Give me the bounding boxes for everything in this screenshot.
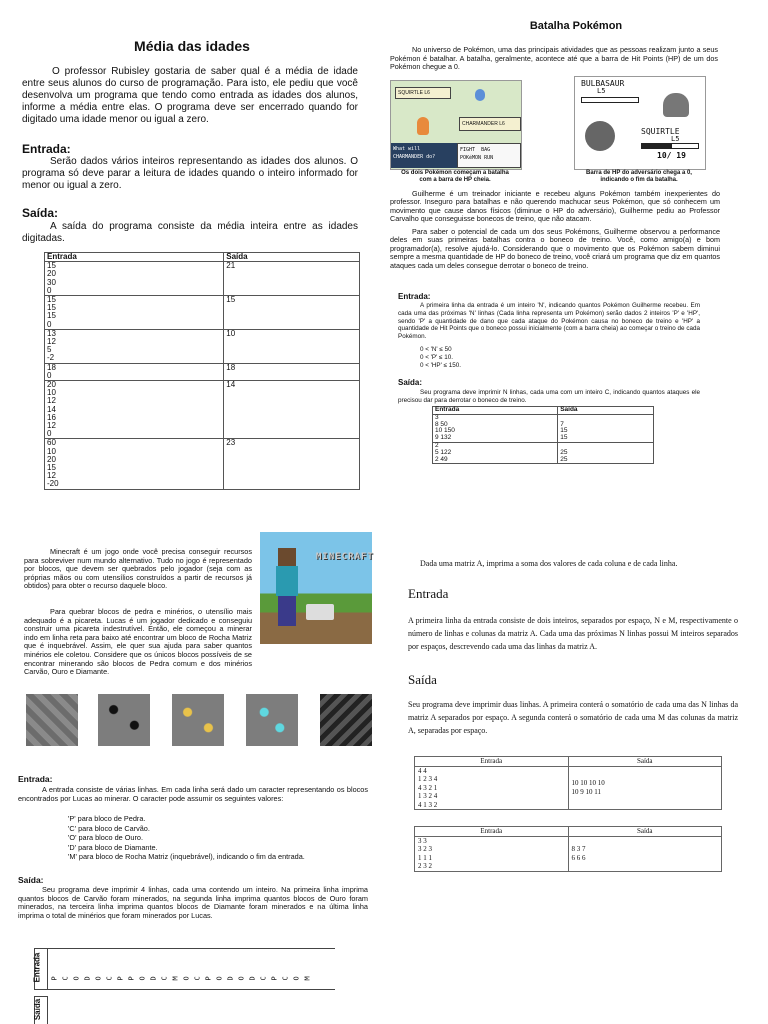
option-rocha-matriz: 'M' para bloco de Rocha Matriz (inquebrável), indicando o fim da entrada. <box>68 852 305 861</box>
input-chars <box>49 971 313 979</box>
input-char: C <box>105 976 114 981</box>
output-cell: 10 <box>224 329 360 363</box>
saida-heading: Saída: <box>398 378 423 387</box>
paragraph-2: Para saber o potencial de cada um dos seus Pokémons, Guilherme observou a performance deles em suas primeiras batalhas contra o boneco de treino. Você, como amigo(a) e bom programador(a), resolve ajudá-lo. Considerando que o movimento que os Pokémon sabem diminui sempre a mesma quantidade de HP do boneco de treino, você criará um programa que diz em quantos ataques cada um deles consegue derrotar o boneco de treino. <box>390 227 720 270</box>
col-header: Entrada <box>32 952 42 983</box>
input-char: C <box>259 976 268 981</box>
problem-intro: Dada uma matriz A, imprima a soma dos valores de cada coluna e de cada linha. <box>420 559 678 568</box>
wolf-sprite <box>306 604 334 620</box>
table-row <box>45 262 360 296</box>
option-pedra: 'P' para bloco de Pedra. <box>68 814 146 823</box>
input-char: O <box>182 976 191 981</box>
saida-text: A saída do programa consiste da média inteira entre as idades digitadas. <box>22 221 358 244</box>
input-char: O <box>94 976 103 981</box>
examples-table <box>44 252 360 490</box>
table-row <box>45 296 360 330</box>
problem-minecraft <box>0 530 384 1024</box>
col-header: Saída <box>224 253 360 262</box>
input-char: O <box>237 976 246 981</box>
input-cell: 15 20 30 0 <box>45 262 224 296</box>
input-cell: 2 5 122 2 49 <box>433 442 558 463</box>
col-header: Saída <box>568 827 722 837</box>
problem-batalha-pokemon <box>384 0 768 530</box>
entrada-text: A primeira linha da entrada é um inteiro 'N', indicando quantos Pokémon Guilherme recebeu. Em cada uma das próximas 'N' linhas (Cada linha representa um Pokémon) serão dados 2 inteiros 'P' e 'HP', sendo 'P' a quantidade de dano que cada ataque do Pokémon causa no boneco de treino e 'HP' a quantidade de Hit Points que o boneco possui inicialmente (com a barra cheia) ao começar o treino de cada Pokémon. <box>398 302 700 341</box>
table-row <box>45 439 360 489</box>
battle-message: What will CHARMANDER do? <box>391 143 457 168</box>
bedrock-block <box>320 694 372 746</box>
col-header: Saída <box>568 757 722 767</box>
examples-table-rotated <box>34 948 335 990</box>
saida-text: Seu programa deve imprimir 4 linhas, cada uma contendo um inteiro. Na primeira linha imprima quantos blocos de Carvão foram minerados, na segunda linha imprima quantos blocos de Ouro foram minerados, na terceira linha imprima quantos blocos de Diamante foram minerados e na última linha imprima o total de minérios que foram minerados por Lucas. <box>18 885 368 920</box>
table-row <box>45 381 360 439</box>
option-ouro: 'O' para bloco de Ouro. <box>68 833 143 842</box>
table-row <box>415 766 722 810</box>
col-header: Saída <box>558 407 654 415</box>
input-char: M <box>303 976 312 981</box>
saida-heading: Saída: <box>18 875 44 885</box>
input-char: D <box>149 976 158 981</box>
entrada-text: A entrada consiste de várias linhas. Em cada linha será dado um caracter representando os blocos encontrados por Lucas ao minerar. O caracter pode assumir os seguintes valores: <box>18 785 368 803</box>
problem-intro: No universo de Pokémon, uma das principais atividades que as pessoas realizam junto a seus Pokémon é batalhar. A batalha, geralmente, acontece até que a barra de Hit Points (HP) de um dos Pokémon chegue a 0. <box>390 45 718 72</box>
paragraph-1: Guilherme é um treinador iniciante e recebeu alguns Pokémon também inexperientes do professor. Inseguro para batalhas e não querendo machucar seus Pokémon, que só conhecem um movimento que cause danos físicos (diminue o HP do adversário), Guilherme pediu ao Professor Carvalho que conseguisse bonecos de treino, que não atacam. <box>390 189 720 224</box>
table-row <box>45 363 360 380</box>
input-cell: 4 4 1 2 3 4 4 3 2 1 1 3 2 4 4 1 3 2 <box>415 766 569 810</box>
input-cell: 13 12 5 -2 <box>45 329 224 363</box>
option-diamante: 'D' para bloco de Diamante. <box>68 842 158 852</box>
stone-block <box>26 694 78 746</box>
input-char: D <box>248 976 257 981</box>
player-hp-bar <box>641 143 699 149</box>
problem-title: Média das idades <box>134 38 250 54</box>
input-char: M <box>171 976 180 981</box>
table-row <box>415 836 722 871</box>
table-row <box>433 414 654 442</box>
entrada-heading: Entrada: <box>18 774 53 784</box>
output-cell: 25 25 <box>558 442 654 463</box>
char-options <box>68 814 305 862</box>
output-cell: 23 <box>224 439 360 489</box>
minecraft-cover-image <box>260 532 372 644</box>
saida-text: Seu programa deve imprimir N linhas, cada uma com um inteiro C, indicando quantos ataques ele precisou dar para derrotar o boneco de treino. <box>398 389 700 404</box>
input-char: P <box>204 976 213 981</box>
col-header: Entrada <box>415 757 569 767</box>
gold-ore-block <box>172 694 224 746</box>
input-char: C <box>193 976 202 981</box>
input-char: O <box>215 976 224 981</box>
input-cell: 18 0 <box>45 363 224 380</box>
input-cell: 60 10 20 15 12 -20 <box>45 439 224 489</box>
examples-table <box>432 406 654 464</box>
saida-heading: Saída: <box>22 206 59 220</box>
col-header: Entrada <box>45 253 224 262</box>
examples-table-1 <box>414 756 722 810</box>
entrada-heading: Entrada <box>408 586 449 601</box>
input-char: C <box>61 976 70 981</box>
problem-matriz <box>384 530 768 1024</box>
caption-end: Barra de HP do adversário chega a 0, indicando o fim da batalha. <box>586 170 692 183</box>
output-cell: 21 <box>224 262 360 296</box>
battle-screenshot-start: SQUIRTLE L6 CHARMANDER L6 What will CHARMANDER do? FIGHT BAG POKéMON RUN <box>390 80 522 170</box>
entrada-text: Serão dados vários inteiros representando as idades dos alunos. O programa só deve parar a leitura de idades quando o inteiro informado for menor ou igual a zero. <box>22 156 358 191</box>
battle-screenshot-end: BULBASAUR L5 SQUIRTLE L5 10/ 19 <box>574 76 706 170</box>
input-char: C <box>281 976 290 981</box>
col-header: Entrada <box>415 827 569 837</box>
saida-heading: Saída <box>408 672 437 687</box>
saida-text: Seu programa deve imprimir duas linhas. A primeira conterá o somatório de cada uma das N linhas da matriz A separados por espaço. A segunda conterá o somatório de cada uma M das colunas da matriz A, separadas por espaço. <box>408 700 738 735</box>
output-cell: 7 15 15 <box>558 414 654 442</box>
input-char: P <box>116 976 125 981</box>
battle-menu: FIGHT BAG POKéMON RUN <box>457 143 521 168</box>
output-cell: 8 3 7 6 6 6 <box>568 836 722 871</box>
entrada-heading: Entrada: <box>398 292 431 301</box>
input-char: O <box>72 976 81 981</box>
charmander-sprite <box>417 117 429 135</box>
problem-title: Batalha Pokémon <box>529 20 623 32</box>
hp-readout: 10/ 19 <box>657 151 686 160</box>
input-cell: 3 3 3 2 3 1 1 1 2 3 2 <box>415 836 569 871</box>
enemy-hp-bar <box>581 97 639 103</box>
diamond-ore-block <box>246 694 298 746</box>
input-char: D <box>226 976 235 981</box>
output-cell: 10 10 10 10 10 9 10 11 <box>568 766 722 810</box>
caption-start: Os dois Pokémon começam a batalha com a barra de HP cheia. <box>401 170 509 183</box>
constraint-n: 0 < 'N' ≤ 50 <box>420 346 452 353</box>
table-row <box>433 442 654 463</box>
minecraft-logo: MINECRAFT <box>316 552 374 562</box>
constraint-hp: 0 < 'HP' ≤ 150. <box>420 362 462 369</box>
problem-intro: O professor Rubisley gostaria de saber qual é a média de idade entre seus alunos do curso de programação. Para isto, ele pediu que você desenvolva um programa que tendo como entrada as idades dos alunos, informe a média entre elas. O programa deve ser encerrado quando for digitado uma idade menor ou igual a zero. <box>22 66 358 125</box>
option-carvao: 'C' para bloco de Carvão. <box>68 823 150 833</box>
output-cell: 14 <box>224 381 360 439</box>
input-char: D <box>83 976 92 981</box>
constraints <box>420 346 461 370</box>
examples-table-2 <box>414 826 722 872</box>
problem-media-das-idades <box>0 0 384 530</box>
col-header: Entrada <box>433 407 558 415</box>
problem-intro-1: Minecraft é um jogo onde você precisa conseguir recursos para sobreviver num mundo alternativo. Tudo no jogo é representado por blocos, que devem ser quebrados pelo jogador (seja com as próprias mãos ou com utensílios construídos a partir de recursos já obtidos) para obter o recurso daquele bloco. <box>24 547 252 591</box>
bulbasaur-sprite <box>663 93 689 117</box>
input-char: P <box>50 976 59 981</box>
entrada-text: A primeira linha da entrada consiste de dois inteiros, separados por espaço, N e M, respectivamente o número de linhas e colunas da matriz A. Cada uma das próximas N linhas possui M inteiros separados por espaços, descrevendo cada uma das linhas da matriz A. <box>408 616 738 651</box>
entrada-heading: Entrada: <box>22 142 71 156</box>
coal-ore-block <box>98 694 150 746</box>
input-cell: 15 15 15 0 <box>45 296 224 330</box>
problem-intro-2a: Para quebrar blocos de pedra e minérios, o utensílio mais adequado é a picareta. Lucas é um jogador dedicado e conseguiu construir uma picareta indestrutível. Então, ele começou a minerar indo em linha reta para baixo até encontrar um bloco de Rocha Matriz que é inquebrável. Assim, ele quer sua ajuda para saber quantos minérios ele coletou. Considere que os únicos blocos possíveis de se encontrar minerando são blocos de Pedra comum e dos minérios Carvão, Ouro e Diamante. <box>24 607 252 677</box>
input-cell: 3 8 50 10 150 9 132 <box>433 414 558 442</box>
input-char: O <box>138 976 147 981</box>
col-header: Saída <box>33 998 43 1021</box>
input-char: O <box>292 976 301 981</box>
table-row <box>45 329 360 363</box>
squirtle-back-sprite <box>585 121 615 151</box>
constraint-p: 0 < 'P' ≤ 10. <box>420 354 453 361</box>
input-char: C <box>160 976 169 981</box>
input-cell: 20 10 12 14 16 12 0 <box>45 381 224 439</box>
input-char: P <box>270 976 279 981</box>
output-cell: 18 <box>224 363 360 380</box>
squirtle-sprite <box>475 89 485 101</box>
output-cell: 15 <box>224 296 360 330</box>
input-char: P <box>127 976 136 981</box>
